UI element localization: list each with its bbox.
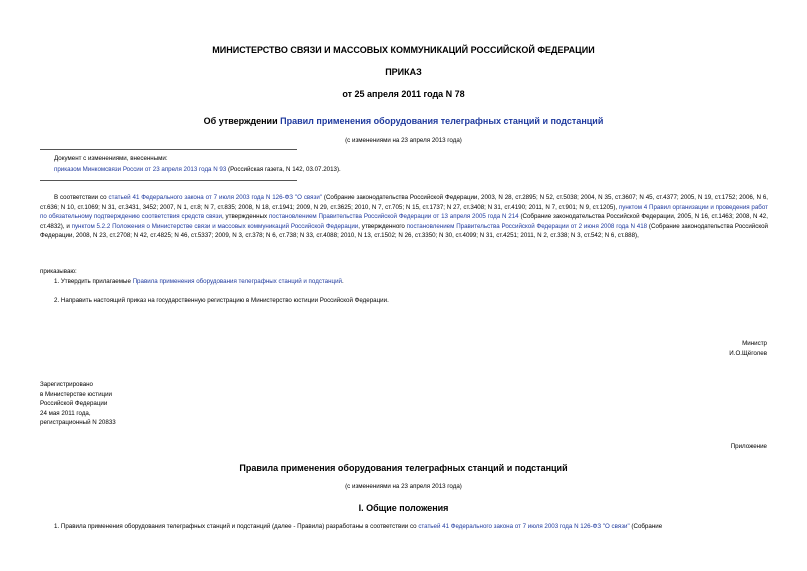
resolution-214-link[interactable]: постановлением Правительства Российской Федерации от 13 апреля 2005 года N 214 (268, 213, 519, 221)
order-item-1 (54, 278, 344, 285)
registration-line: Зарегистрировано (40, 381, 93, 388)
order-item-text: 1. Утвердить прилагаемые (54, 278, 133, 285)
law-126-fz-link[interactable]: статьей 41 Федерального закона от 7 июля 2003 года N 126-ФЗ "О связи" (108, 194, 322, 201)
registration-line: регистрационный N 20833 (40, 419, 116, 427)
amendments-label: Документ с изменениями, внесенными: (54, 155, 168, 162)
preamble-text: , утвержденного (358, 222, 407, 230)
resolution-418-link[interactable]: постановлением Правительства Российской Федерации от 2 июня 2008 года N 418 (406, 222, 648, 230)
appendix-label: Приложение (730, 443, 767, 450)
preamble-paragraph (40, 193, 768, 241)
doc-title-prefix: Об утверждении (203, 116, 281, 126)
rules-link[interactable]: Правила применения оборудования телеграфных станций и подстанций (132, 278, 343, 285)
order-prikazyvayu: приказываю: (40, 268, 77, 275)
registration-line: 24 мая 2011 года, (40, 409, 91, 417)
signature-name: И.О.Щёголев (729, 350, 767, 357)
rules-point-4-link[interactable]: пунктом 4 Правил организации и проведения работ по обязательному подтверждению соответствия средств связи (40, 203, 768, 221)
preamble-text: (Собрание законодательства Российской Федерации, 2008, N 23, ст.2708; N 42, ст.4825; N 46, ст.5337; 2009, N 3, ст.378; N 6, ст.738; N 33, ст.4088; 2010, N 13, ст.1502; N 26, ст.3350; N 30, ст.4099; N 31, ст.4251; 2011, N 2, ст.338; N 3, ст.542; N 6, ст.888), (40, 222, 768, 240)
preamble-text: (Собрание законодательства Российской Федерации, 2005, N 16, ст.1463; 2008, N 42, ст.4832), и (40, 213, 768, 230)
appendix-text: 1. Правила применения оборудования телеграфных станций и подстанций (далее - Правила) разработаны в соответствии со (54, 523, 419, 530)
preamble-text: , утвержденных (221, 213, 269, 221)
registration-line: Российской Федерации (40, 400, 108, 408)
preamble-text: В соответствии со (54, 194, 109, 201)
law-126-fz-link[interactable]: статьей 41 Федерального закона от 7 июля 2003 года N 126-ФЗ "О связи" (418, 523, 630, 530)
divider-line (40, 149, 297, 150)
registration-line: в Министерстве юстиции (40, 390, 113, 398)
signature-position: Министр (742, 340, 767, 347)
doc-date-heading: от 25 апреля 2011 года N 78 (342, 89, 465, 99)
amendment-order-link[interactable]: приказом Минкомсвязи России от 23 апреля 2013 года N 93 (54, 166, 227, 173)
order-item-2: 2. Направить настоящий приказ на государственную регистрацию в Министерство юстиции Российской Федерации. (54, 297, 389, 304)
amendments-line (54, 166, 341, 173)
regulation-point-522-link[interactable]: пунктом 5.2.2 Положения о Министерстве связи и массовых коммуникаций Российской Федерации (71, 222, 359, 230)
doc-type-heading: ПРИКАЗ (385, 67, 422, 77)
appendix-paragraph-1 (54, 523, 662, 530)
changes-note: (с изменениями на 23 апреля 2013 года) (345, 137, 462, 144)
section-heading: I. Общие положения (358, 503, 449, 513)
ministry-heading: МИНИСТЕРСТВО СВЯЗИ И МАССОВЫХ КОММУНИКАЦИЙ РОССИЙСКОЙ ФЕДЕРАЦИИ (212, 45, 595, 55)
appendix-title: Правила применения оборудования телеграфных станций и подстанций (239, 463, 568, 473)
rules-title-link[interactable]: Правил применения оборудования телеграфных станций и подстанций (280, 116, 604, 126)
preamble-text: (Собрание законодательства Российской Федерации, 2003, N 28, ст.2895; N 52, ст.5038; 2004, N 35, ст.3607; N 45, ст.4377; 2005, N 19, ст.1752; 2006, N 6, ст.636; N 10, ст.1069; N 31, ст.3431, 3452; 2007, N 1, ст.8; N 7, ст.835; 2008, N 18, ст.1941; 2009, N 29, ст.3625; 2010, N 7, ст.705; N 15, ст.1737; N 27, ст.3408; N 31, ст.4190; 2011, N 7, ст.901; N 9, ст.1205), (40, 194, 768, 211)
doc-title (0, 116, 807, 126)
order-item-text: . (342, 278, 344, 285)
registration-block (40, 380, 116, 428)
divider-line (40, 180, 297, 181)
appendix-text: (Собрание (629, 523, 663, 530)
amendment-source: (Российская газета, N 142, 03.07.2013). (226, 166, 341, 173)
appendix-changes-note: (с изменениями на 23 апреля 2013 года) (345, 483, 462, 490)
